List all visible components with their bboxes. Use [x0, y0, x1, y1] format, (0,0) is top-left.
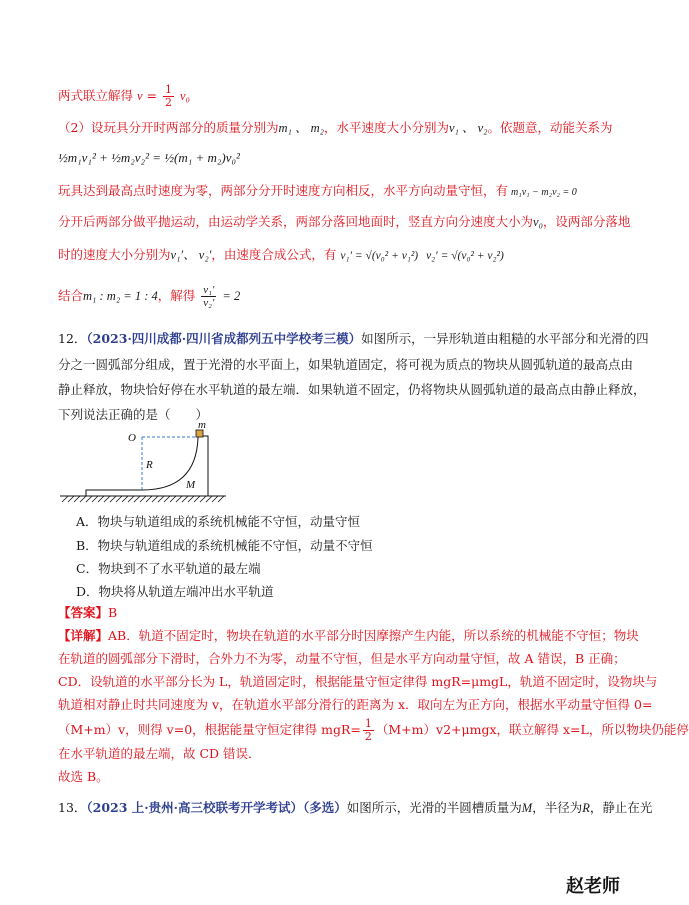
solution-line4: 分开后两部分做平抛运动，由运动学关系，两部分落回地面时，竖直方向分速度大小为v₀，设两部分落地: [58, 214, 631, 229]
option-c: C．物块到不了水平轨道的最左端: [76, 561, 261, 576]
question-13-stem: 13．（2023 上·贵州·高三校联考开学考试）（多选）如图所示，光滑的半圆槽质量为M，半径为R，静止在光: [58, 800, 653, 815]
block-m: [196, 430, 203, 437]
label-m: m: [198, 419, 206, 431]
explanation-line-6: 在水平轨道的最左端，故 CD 错误．: [58, 746, 261, 761]
author-signature: 赵老师: [566, 876, 620, 897]
solution-line5: 时的速度大小分别为v₁′、 v₂′，由速度合成公式，有 v₁′ = √(v₀² + v₁²) v₂′ = √(v₀² + v₂²): [58, 247, 504, 262]
question-12-stem-3: 静止释放，物块恰好停在水平轨道的最左端．如果轨道不固定，仍将物块从圆弧轨道的最高点由静止释放，: [58, 382, 646, 397]
ground-hatch: [62, 496, 224, 502]
question-12-stem: 12．（2023·四川成都·四川省成都列五中学校考三模）如图所示，一异形轨道由粗糙的水平部分和光滑的四: [58, 331, 649, 346]
answer-line: 【答案】B: [58, 605, 118, 620]
label-M: M: [186, 479, 196, 491]
explanation-line-3: CD．设轨道的水平部分长为 L，轨道固定时，根据能量守恒定律得 mgR=μmgL，轨道不固定时，设物块与: [58, 674, 658, 689]
option-d: D．物块将从轨道左端冲出水平轨道: [76, 584, 274, 599]
explanation-line-5: （M+m）v，则得 v=0，根据能量守恒定律得 mgR= $\frac{1}{2}$ （M+m）v2+μmgx，联立解得 x=L，所以物块仍能停: [58, 717, 689, 743]
explanation-line-4: 轨道相对静止时共同速度为 v，在轨道水平部分滑行的距离为 x．取向左为正方向，根据水平动量守恒得 0=: [58, 697, 653, 712]
question-12-stem-2: 分之一圆弧部分组成，置于光滑的水平面上，如果轨道固定，将可视为质点的物块从圆弧轨道的最高点由: [58, 357, 634, 372]
solution-part2: （2）设玩具分开时两部分的质量分别为m₁ 、 m₂，水平速度大小分别为v₁ 、 v₂。依题意，动能关系为: [58, 120, 613, 135]
explanation-line-1: 【详解】AB．轨道不固定时，物块在轨道的水平部分时因摩擦产生内能，所以系统的机械能不守恒；物块: [58, 628, 639, 643]
solution-line6: 结合m₁ : m₂ = 1 : 4，解得 $\frac{\text{v₁′}}{\text{v₂′}}$ = 2: [58, 284, 241, 309]
track-diagram: [58, 420, 228, 508]
conclusion-line: 故选 B。: [58, 769, 109, 784]
option-b: B．物块与轨道组成的系统机械能不守恒，动量不守恒: [76, 538, 373, 553]
label-R: R: [146, 459, 153, 471]
explanation-line-2: 在轨道的圆弧部分下滑时，合外力不为零，动量不守恒，但是水平方向动量守恒，故 A 错误，B 正确；: [58, 651, 626, 666]
energy-equation: ½m₁v₁² + ½m₂v₂² = ½(m₁ + m₂)v₀²: [58, 150, 240, 165]
solution-eq-line: 两式联立解得 v = $\frac{1}{2}$ v₀: [58, 83, 190, 109]
solution-line3: 玩具达到最高点时速度为零，两部分分开时速度方向相反，水平方向动量守恒，有 m₁v₁ − m₂v₂ = 0: [58, 183, 577, 198]
question-12-stem-4: 下列说法正确的是（ ）: [58, 407, 209, 422]
option-a: A．物块与轨道组成的系统机械能不守恒，动量守恒: [76, 514, 361, 529]
label-O: O: [128, 432, 136, 444]
